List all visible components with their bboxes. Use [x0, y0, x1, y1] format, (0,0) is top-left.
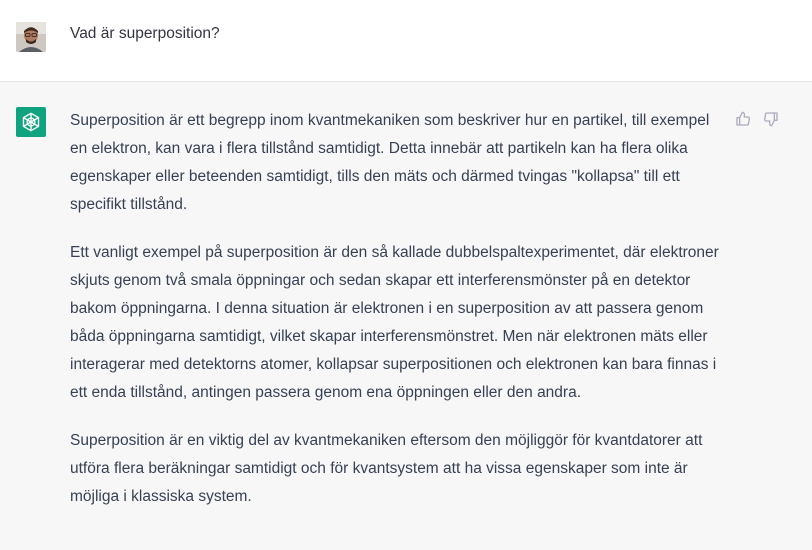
- answer-paragraph-3: Superposition är en viktig del av kvantmekaniken eftersom den möjliggör för kvantdatorer att utföra flera beräkningar samtidigt och för kvantsystem att ha vissa egenskaper som inte är möjliga i klassiska system.: [70, 432, 703, 505]
- openai-logo-icon: [20, 111, 42, 133]
- user-message-row: [0, 0, 812, 82]
- user-avatar: [16, 22, 46, 52]
- answer-paragraph-2: Ett vanligt exempel på superposition är den så kallade dubbelspaltexperimentet, där elektroner skjuts genom två smala öppningar och sedan skapar ett interferensmönster på en detektor bakom öppningarna. I denna situation är elektronen i en superposition av att passera genom båda öppningarna samtidigt, vilket skapar interferensmönstret. Men när elektronen mäts eller interagerar med detektorns atomer, kollapsar superpositionen och elektronen kan bara finnas i ett enda tillstånd, antingen passera genom ena öppningen eller den andra.: [70, 244, 719, 401]
- assistant-message-row: [0, 82, 812, 550]
- thumbs-up-icon: [735, 111, 751, 127]
- user-message-text: Vad är superposition?: [70, 25, 220, 42]
- assistant-message-text: [70, 107, 730, 531]
- thumbs-down-button[interactable]: [762, 110, 780, 128]
- user-avatar-photo: [16, 22, 46, 52]
- thumbs-down-icon: [763, 111, 779, 127]
- answer-paragraph-1: Superposition är ett begrepp inom kvantmekaniken som beskriver hur en partikel, till exempel en elektron, kan vara i flera tillstånd samtidigt. Detta innebär att partikeln kan ha flera olika egenskaper eller beteenden samtidigt, tills den mäts och därmed tvingas "kollapsa" till ett specifikt tillstånd.: [70, 112, 710, 213]
- thumbs-up-button[interactable]: [734, 110, 752, 128]
- assistant-avatar: [16, 107, 46, 137]
